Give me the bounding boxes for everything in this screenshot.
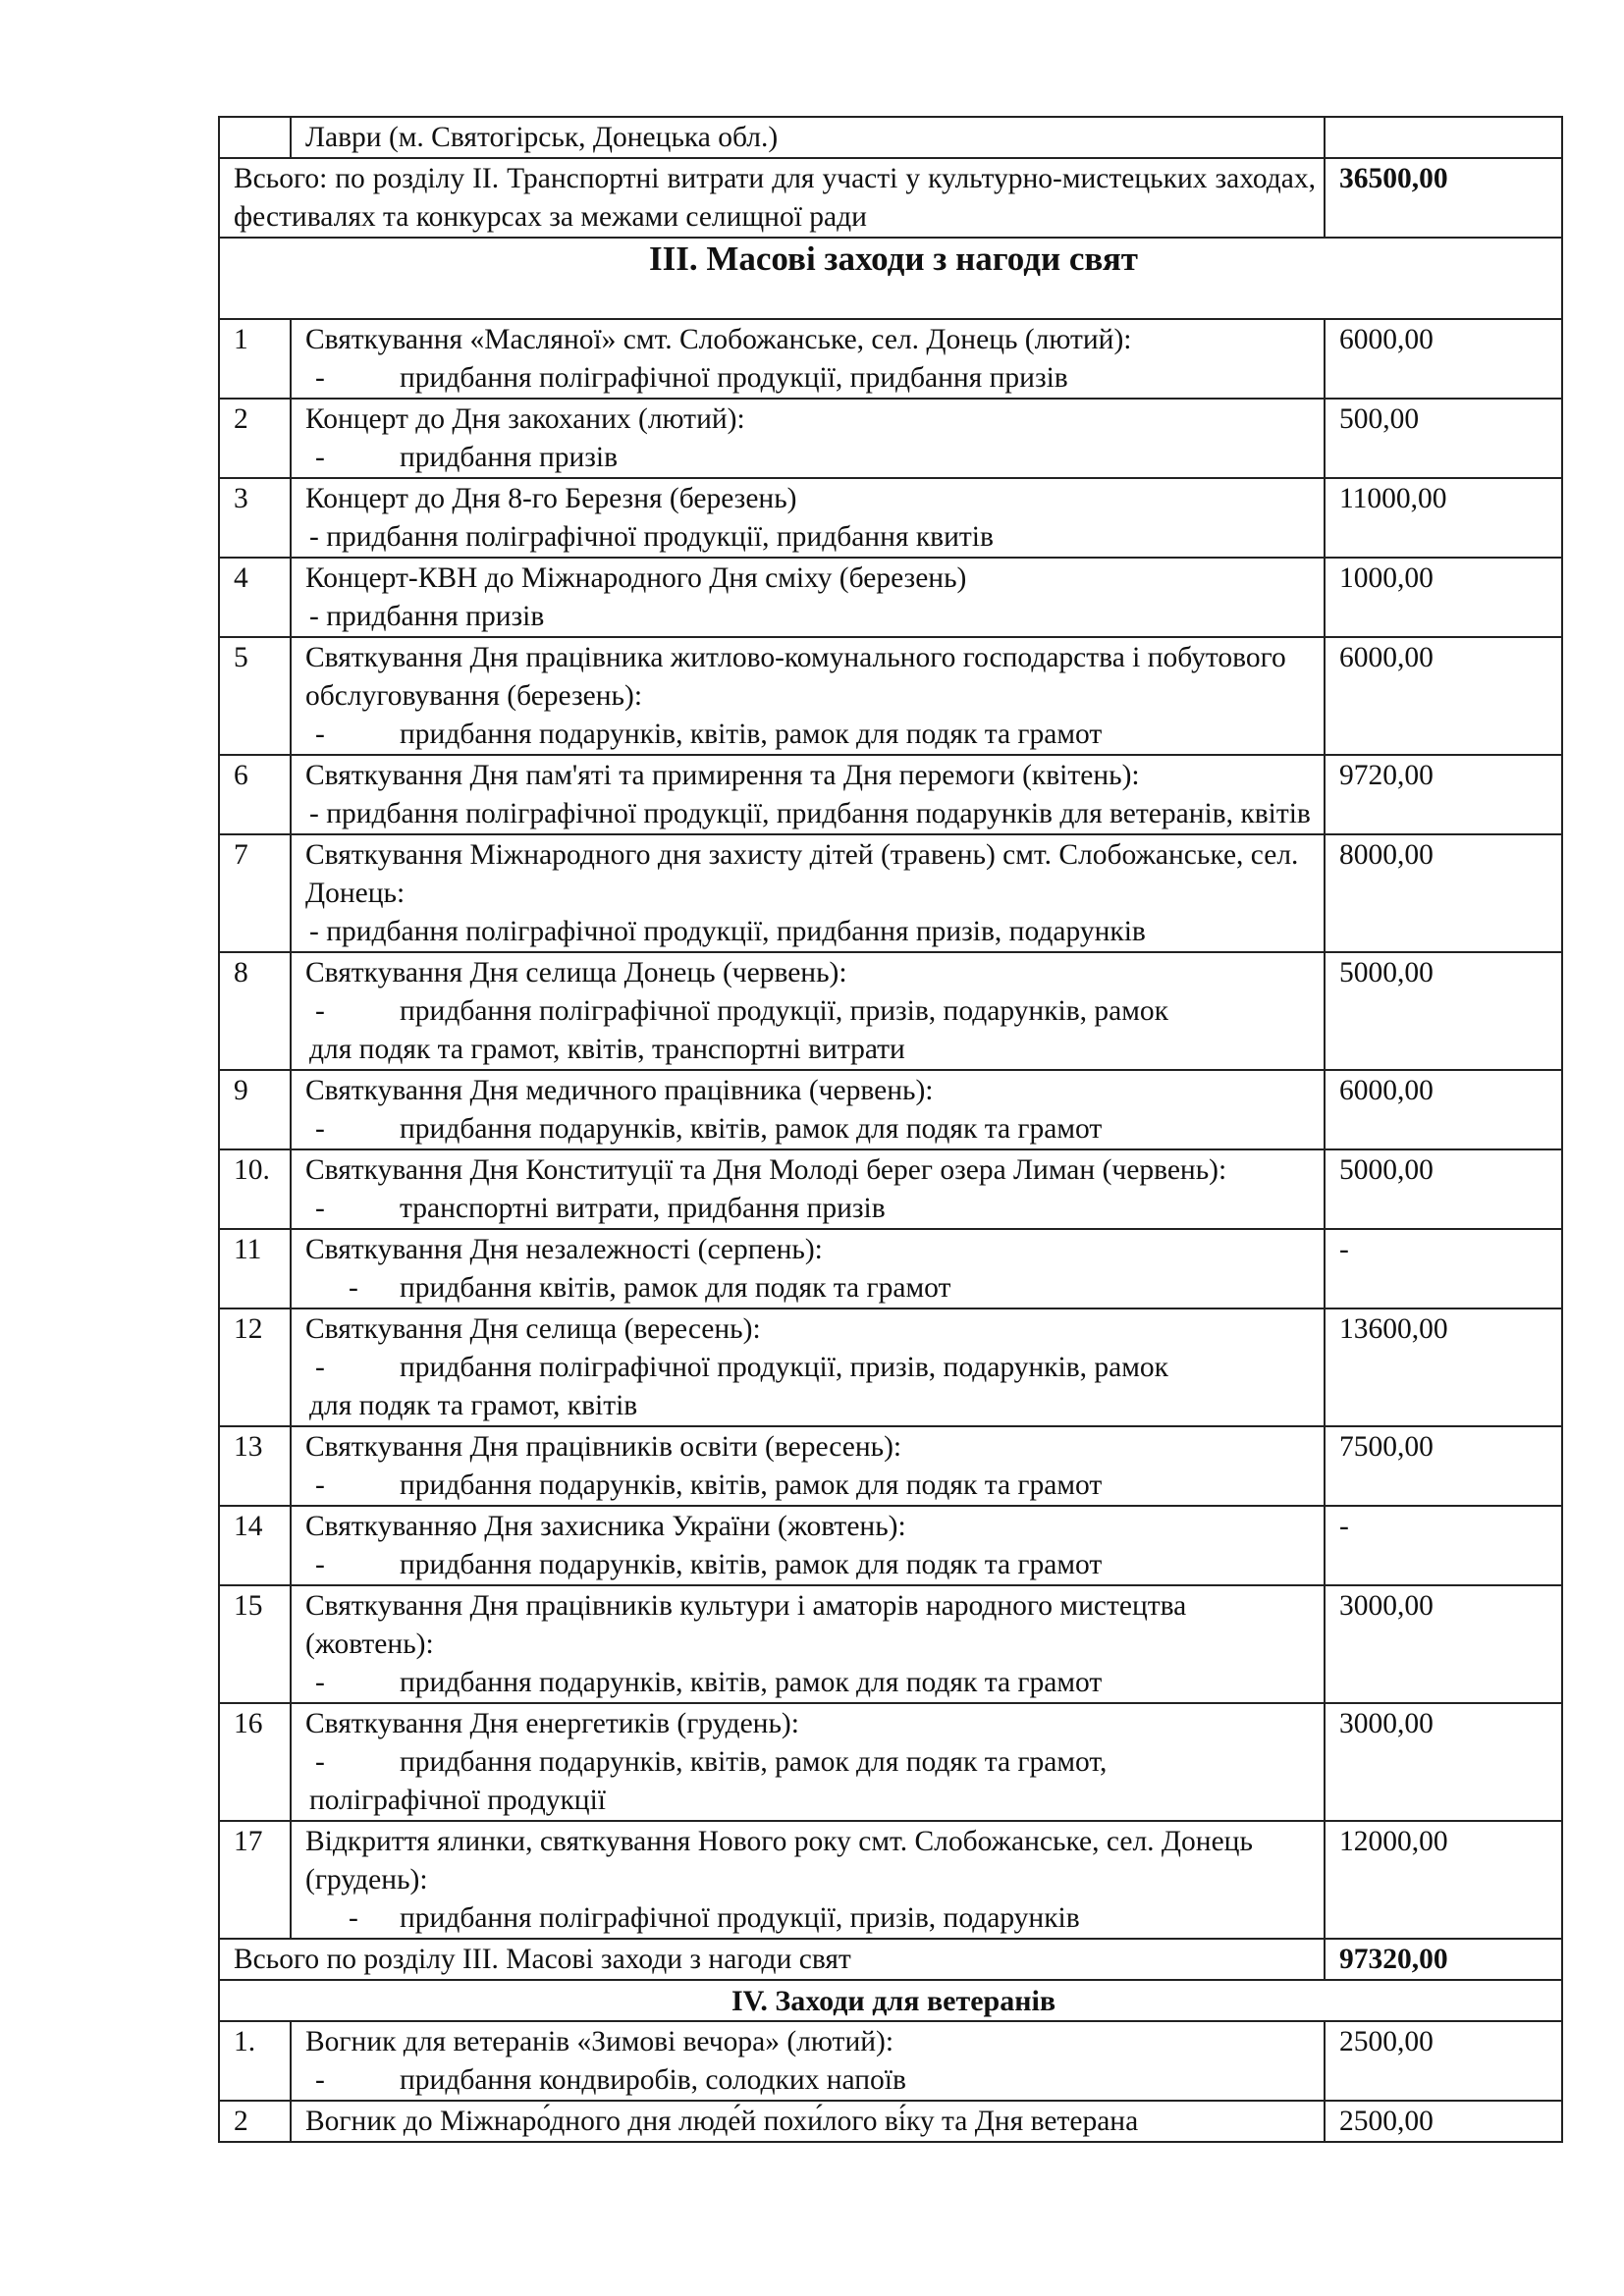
section-heading: ІІІ. Масові заходи з нагоди свят: [219, 238, 1562, 319]
section-total-row: [219, 1939, 1562, 1980]
item-subline-text: придбання подарунків, квітів, рамок для подяк та грамот: [400, 1469, 1103, 1501]
item-subline: поліграфічної продукції: [309, 1785, 606, 1816]
table-row: [219, 1821, 1562, 1939]
item-title: Концерт до Дня закоханих (лютий):: [305, 403, 745, 435]
row-number: 4: [219, 558, 291, 637]
row-number: 15: [219, 1585, 291, 1703]
item-subline: для подяк та грамот, квітів: [309, 1390, 638, 1421]
item-title: Святкування «Масляної» смт. Слобожанське, сел. Донець (лютий):: [305, 324, 1132, 355]
row-number: [219, 117, 291, 158]
item-subline-text: придбання подарунків, квітів, рамок для подяк та грамот: [400, 1549, 1103, 1580]
item-subline: [305, 359, 1316, 398]
table-row: [219, 478, 1562, 558]
item-subline-text: придбання поліграфічної продукції, призів, подарунків, рамок: [400, 1352, 1169, 1383]
list-dash: -: [315, 1193, 325, 1224]
table-row: [219, 399, 1562, 478]
item-subline: - придбання поліграфічної продукції, придбання призів, подарунків: [309, 916, 1146, 947]
row-description: [291, 1585, 1325, 1703]
row-number: 7: [219, 834, 291, 952]
item-subline-text: придбання призів: [400, 442, 619, 473]
section-heading: IV. Заходи для ветеранів: [219, 1980, 1562, 2021]
section-total-label: Всього по розділу ІІІ. Масові заходи з нагоди свят: [219, 1939, 1325, 1980]
row-description: [291, 834, 1325, 952]
list-dash: -: [315, 1113, 325, 1145]
row-number: 1.: [219, 2021, 291, 2101]
row-number: 6: [219, 755, 291, 834]
section-rows: [219, 2021, 1562, 2142]
row-amount: 2500,00: [1325, 2101, 1562, 2142]
row-amount: 2500,00: [1325, 2021, 1562, 2101]
item-subline: [305, 1349, 1316, 1387]
item-subline: [305, 1269, 1316, 1308]
item-subline: [305, 1899, 1316, 1938]
row-number: 16: [219, 1703, 291, 1821]
row-number: 14: [219, 1506, 291, 1585]
row-amount: 7500,00: [1325, 1426, 1562, 1506]
item-title: Святкування Дня енергетиків (грудень):: [305, 1708, 799, 1739]
item-subline: для подяк та грамот, квітів, транспортні витрати: [309, 1034, 905, 1065]
item-title: Святкування Дня працівника житлово-комунального господарства і побутового обслуговування (березень):: [305, 642, 1286, 712]
item-subline-text: придбання квітів, рамок для подяк та грамот: [400, 1272, 951, 1304]
row-amount: 5000,00: [1325, 1149, 1562, 1229]
row-amount: [1325, 117, 1562, 158]
row-description: [291, 478, 1325, 558]
item-title: Концерт до Дня 8-го Березня (березень): [305, 483, 797, 514]
item-subline: [305, 1190, 1316, 1228]
list-dash: -: [315, 1469, 325, 1501]
table-row: [219, 2021, 1562, 2101]
row-description: [291, 952, 1325, 1070]
row-amount: 5000,00: [1325, 952, 1562, 1070]
row-description: [291, 1229, 1325, 1308]
table-row: [219, 1149, 1562, 1229]
item-title: Святкування Дня селища (вересень):: [305, 1313, 761, 1345]
row-number: 10.: [219, 1149, 291, 1229]
item-title: Концерт-КВН до Міжнародного Дня сміху (березень): [305, 562, 967, 594]
item-title: Відкриття ялинки, святкування Нового року смт. Слобожанське, сел. Донець (грудень):: [305, 1826, 1253, 1896]
row-description: Лаври (м. Святогірськ, Донецька обл.): [291, 117, 1325, 158]
section-rows: [219, 319, 1562, 1939]
row-description: [291, 1149, 1325, 1229]
item-subline: [305, 1664, 1316, 1702]
list-dash: -: [315, 995, 325, 1027]
row-number: 5: [219, 637, 291, 755]
item-subline: [305, 992, 1316, 1031]
item-subline-text: придбання поліграфічної продукції, призів, подарунків: [400, 1902, 1080, 1934]
item-title: Святкування Дня працівників освіти (вересень):: [305, 1431, 902, 1463]
item-title: Святкуванняо Дня захисника України (жовтень):: [305, 1511, 906, 1542]
row-amount: 3000,00: [1325, 1703, 1562, 1821]
row-number: 13: [219, 1426, 291, 1506]
row-description: [291, 1070, 1325, 1149]
row-description: [291, 755, 1325, 834]
row-number: 17: [219, 1821, 291, 1939]
table-row: [219, 558, 1562, 637]
list-dash: -: [315, 1549, 325, 1580]
item-title: Святкування Дня селища Донець (червень):: [305, 957, 847, 988]
item-title: Святкування Дня Конституції та Дня Молоді берег озера Лиман (червень):: [305, 1154, 1227, 1186]
item-subline: [305, 1110, 1316, 1148]
item-subline: - придбання поліграфічної продукції, придбання квитів: [309, 521, 994, 553]
row-description: [291, 1426, 1325, 1506]
row-amount: 9720,00: [1325, 755, 1562, 834]
row-description: [291, 2101, 1325, 2142]
list-dash: -: [315, 1667, 325, 1698]
section-total-label: Всього: по розділу ІІ. Транспортні витрати для участі у культурно-мистецьких заходах, фестивалях та конкурсах за межами селищної ради: [219, 158, 1325, 238]
item-subline: - придбання призів: [309, 601, 545, 632]
row-description: [291, 319, 1325, 399]
list-dash: -: [315, 1746, 325, 1778]
table-row: [219, 1070, 1562, 1149]
item-title: Святкування Дня медичного працівника (червень):: [305, 1075, 934, 1106]
row-amount: 6000,00: [1325, 637, 1562, 755]
row-description: [291, 558, 1325, 637]
item-subline-text: придбання поліграфічної продукції, призів, подарунків, рамок: [400, 995, 1169, 1027]
table-row: [219, 952, 1562, 1070]
section-heading-row: [219, 1980, 1562, 2021]
item-subline: [305, 1467, 1316, 1505]
row-amount: -: [1325, 1229, 1562, 1308]
item-subline: [305, 1546, 1316, 1584]
table-row: [219, 1506, 1562, 1585]
item-subline: [305, 2061, 1316, 2100]
row-number: 8: [219, 952, 291, 1070]
table-row: [219, 755, 1562, 834]
item-title: Святкування Дня пам'яті та примирення та Дня перемоги (квітень):: [305, 760, 1140, 791]
item-subline: [305, 439, 1316, 477]
table-row: [219, 1229, 1562, 1308]
row-description: [291, 1821, 1325, 1939]
item-subline-text: придбання подарунків, квітів, рамок для подяк та грамот: [400, 719, 1103, 750]
list-dash: -: [315, 442, 325, 473]
item-title: Святкування Міжнародного дня захисту дітей (травень) смт. Слобожанське, сел. Донець:: [305, 839, 1299, 909]
table-row: [219, 1426, 1562, 1506]
row-amount: 11000,00: [1325, 478, 1562, 558]
row-number: 1: [219, 319, 291, 399]
item-title: Вогник для ветеранів «Зимові вечора» (лютий):: [305, 2026, 894, 2057]
row-number: 2: [219, 399, 291, 478]
table-row: [219, 319, 1562, 399]
item-subline: - придбання поліграфічної продукції, придбання подарунків для ветеранів, квітів: [309, 798, 1311, 829]
row-amount: -: [1325, 1506, 1562, 1585]
list-dash: -: [315, 2064, 325, 2096]
row-amount: 3000,00: [1325, 1585, 1562, 1703]
list-dash: -: [315, 1352, 325, 1383]
row-amount: 500,00: [1325, 399, 1562, 478]
table-row: [219, 834, 1562, 952]
row-number: 11: [219, 1229, 291, 1308]
section-total-amount: 97320,00: [1325, 1939, 1562, 1980]
item-subline-text: придбання подарунків, квітів, рамок для подяк та грамот: [400, 1667, 1103, 1698]
item-subline: [305, 1743, 1316, 1782]
row-number: 9: [219, 1070, 291, 1149]
row-description: [291, 637, 1325, 755]
row-description: [291, 399, 1325, 478]
table-row: [219, 1308, 1562, 1426]
item-title: Святкування Дня працівників культури і аматорів народного мистецтва (жовтень):: [305, 1590, 1187, 1660]
section-total-row: [219, 158, 1562, 238]
table-row: [219, 2101, 1562, 2142]
table-row: [219, 637, 1562, 755]
row-description: [291, 2021, 1325, 2101]
table-row: [219, 117, 1562, 158]
item-subline-text: придбання кондвиробів, солодких напоїв: [400, 2064, 906, 2096]
item-subline-text: придбання подарунків, квітів, рамок для подяк та грамот,: [400, 1746, 1108, 1778]
item-title: Вогник до Міжнаро́дного дня люде́й похи́лого ві́ку та Дня ветерана: [305, 2106, 1139, 2137]
list-dash: -: [315, 719, 325, 750]
row-number: 3: [219, 478, 291, 558]
table-row: [219, 1585, 1562, 1703]
section-heading-row: [219, 238, 1562, 319]
item-title: Святкування Дня незалежності (серпень):: [305, 1234, 823, 1265]
item-subline-text: придбання поліграфічної продукції, придбання призів: [400, 362, 1068, 394]
list-dash: -: [349, 1272, 358, 1304]
row-amount: 8000,00: [1325, 834, 1562, 952]
row-amount: 1000,00: [1325, 558, 1562, 637]
item-subline: [305, 716, 1316, 754]
row-amount: 6000,00: [1325, 1070, 1562, 1149]
row-description: [291, 1506, 1325, 1585]
list-dash: -: [349, 1902, 358, 1934]
budget-table: [218, 116, 1563, 2143]
table-row: [219, 1703, 1562, 1821]
row-number: 2: [219, 2101, 291, 2142]
row-description: [291, 1703, 1325, 1821]
list-dash: -: [315, 362, 325, 394]
item-subline-text: придбання подарунків, квітів, рамок для подяк та грамот: [400, 1113, 1103, 1145]
row-amount: 13600,00: [1325, 1308, 1562, 1426]
row-amount: 12000,00: [1325, 1821, 1562, 1939]
item-subline-text: транспортні витрати, придбання призів: [400, 1193, 886, 1224]
row-number: 12: [219, 1308, 291, 1426]
row-amount: 6000,00: [1325, 319, 1562, 399]
row-description: [291, 1308, 1325, 1426]
section-total-amount: 36500,00: [1325, 158, 1562, 238]
